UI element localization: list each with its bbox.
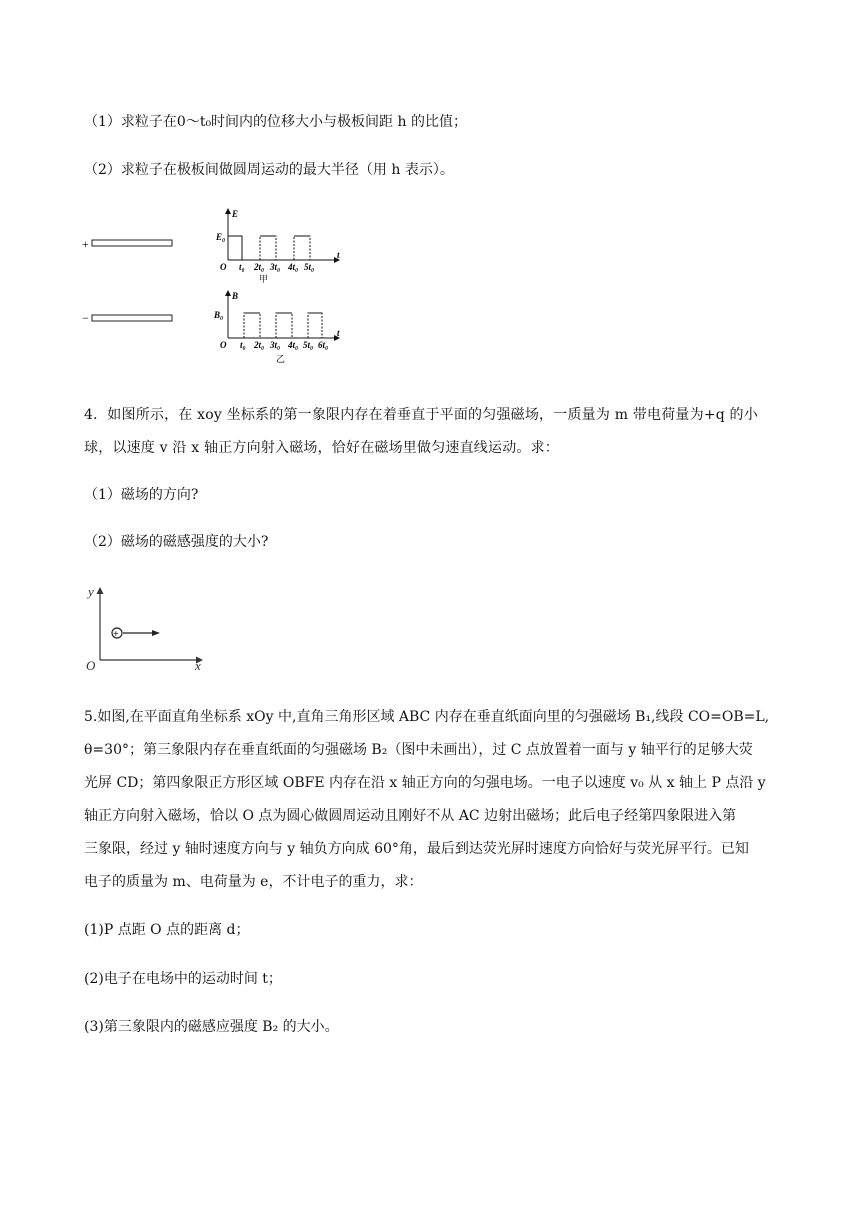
graph-e-pulse-3 — [294, 236, 310, 260]
graph-e-tick-3: 3t₀ — [270, 262, 281, 272]
graph-e-pulse-2 — [260, 236, 276, 260]
lower-plate — [92, 315, 172, 321]
graph-e-tick-1: t₀ — [239, 262, 245, 272]
q4-axis-y: y — [88, 584, 94, 599]
q4-line2: 球，以速度 v 沿 x 轴正方向射入磁场，恰好在磁场里做匀速直线运动。求： — [84, 440, 560, 456]
q4-figure — [82, 582, 222, 672]
q5-line3: 光屏 CD；第四象限正方形区域 OBFE 内存在沿 x 轴正方向的匀强电场。一电子以速度 v₀ 从 x 轴上 P 点沿 y — [84, 775, 766, 791]
graph-b-tick-3: 3t₀ — [270, 340, 281, 350]
q3-figure — [0, 200, 860, 370]
graph-b-pulse-2 — [276, 313, 292, 338]
graph-e-pulse-1 — [228, 236, 242, 260]
q5-line2: θ=30°；第三象限内存在垂直纸面的匀强磁场 B₂（图中未画出），过 C 点放置着一面与 y 轴平行的足够大荧 — [84, 742, 753, 758]
q3-sub1: （1）求粒子在0～t₀时间内的位移大小与极板间距 h 的比值； — [84, 114, 467, 130]
q5-line4: 轴正方向射入磁场，恰以 O 点为圆心做圆周运动且刚好不从 AC 边射出磁场；此后电子经第四象限进入第 — [84, 808, 737, 824]
graph-b-origin: O — [220, 340, 227, 350]
q4-sub2: （2）磁场的磁感强度的大小? — [84, 534, 269, 550]
graph-b-tick-1: t₀ — [240, 340, 246, 350]
q4-line1: 4．如图所示，在 xoy 坐标系的第一象限内存在着垂直于平面的匀强磁场，一质量为 m 带电荷量为+q 的小 — [84, 407, 758, 423]
graph-e — [215, 208, 340, 284]
graph-e-origin: O — [220, 262, 227, 272]
graph-b-level: B₀ — [214, 310, 224, 320]
q5-sub3: (3)第三象限内的磁感应强度 B₂ 的大小。 — [84, 1019, 339, 1035]
graph-b — [213, 290, 340, 364]
graph-b-tick-4: 4t₀ — [288, 340, 299, 350]
q4-origin: O — [86, 658, 96, 672]
graph-e-caption: 甲 — [259, 274, 269, 284]
graph-b-pulse-1 — [244, 313, 260, 338]
graph-b-tick-2: 2t₀ — [254, 340, 265, 350]
graph-e-level: E₀ — [216, 232, 226, 242]
charge-sign: + — [113, 629, 119, 640]
q5-sub1: (1)P 点距 O 点的距离 d； — [84, 922, 250, 938]
graph-e-tick-2: 2t₀ — [254, 262, 265, 272]
q5-line6: 电子的质量为 m、电荷量为 e，不计电子的重力，求： — [84, 874, 423, 890]
q5-line1: 5.如图,在平面直角坐标系 xOy 中,直角三角形区域 ABC 内存在垂直纸面向里的匀强磁场 B₁,线段 CO=OB=L, — [84, 709, 770, 725]
graph-e-tick-5: 5t₀ — [304, 262, 315, 272]
plate-minus-label: − — [82, 311, 89, 325]
graph-b-tick-5: 5t₀ — [303, 340, 314, 350]
graph-b-pulse-3 — [308, 313, 322, 338]
q3-sub2: （2）求粒子在极板间做圆周运动的最大半径（用 h 表示）。 — [84, 162, 454, 178]
upper-plate — [92, 240, 172, 246]
q5-line5: 三象限，经过 y 轴时速度方向与 y 轴负方向成 60°角，最后到达荧光屏时速度方向恰好与荧光屏平行。已知 — [84, 841, 749, 857]
q5-sub2: (2)电子在电场中的运动时间 t； — [84, 971, 282, 987]
plate-plus-label: + — [82, 237, 89, 251]
q4-axis-x: x — [195, 658, 201, 672]
graph-b-caption: 乙 — [276, 354, 286, 364]
q4-sub1: （1）磁场的方向? — [84, 487, 199, 503]
graph-e-axis-x: t — [337, 250, 340, 260]
graph-e-axis-y: E — [232, 209, 239, 219]
graph-b-axis-y: B — [232, 291, 239, 301]
graph-b-axis-x: t — [337, 328, 340, 338]
graph-e-tick-4: 4t₀ — [288, 262, 299, 272]
graph-b-tick-6: 6t₀ — [318, 340, 329, 350]
